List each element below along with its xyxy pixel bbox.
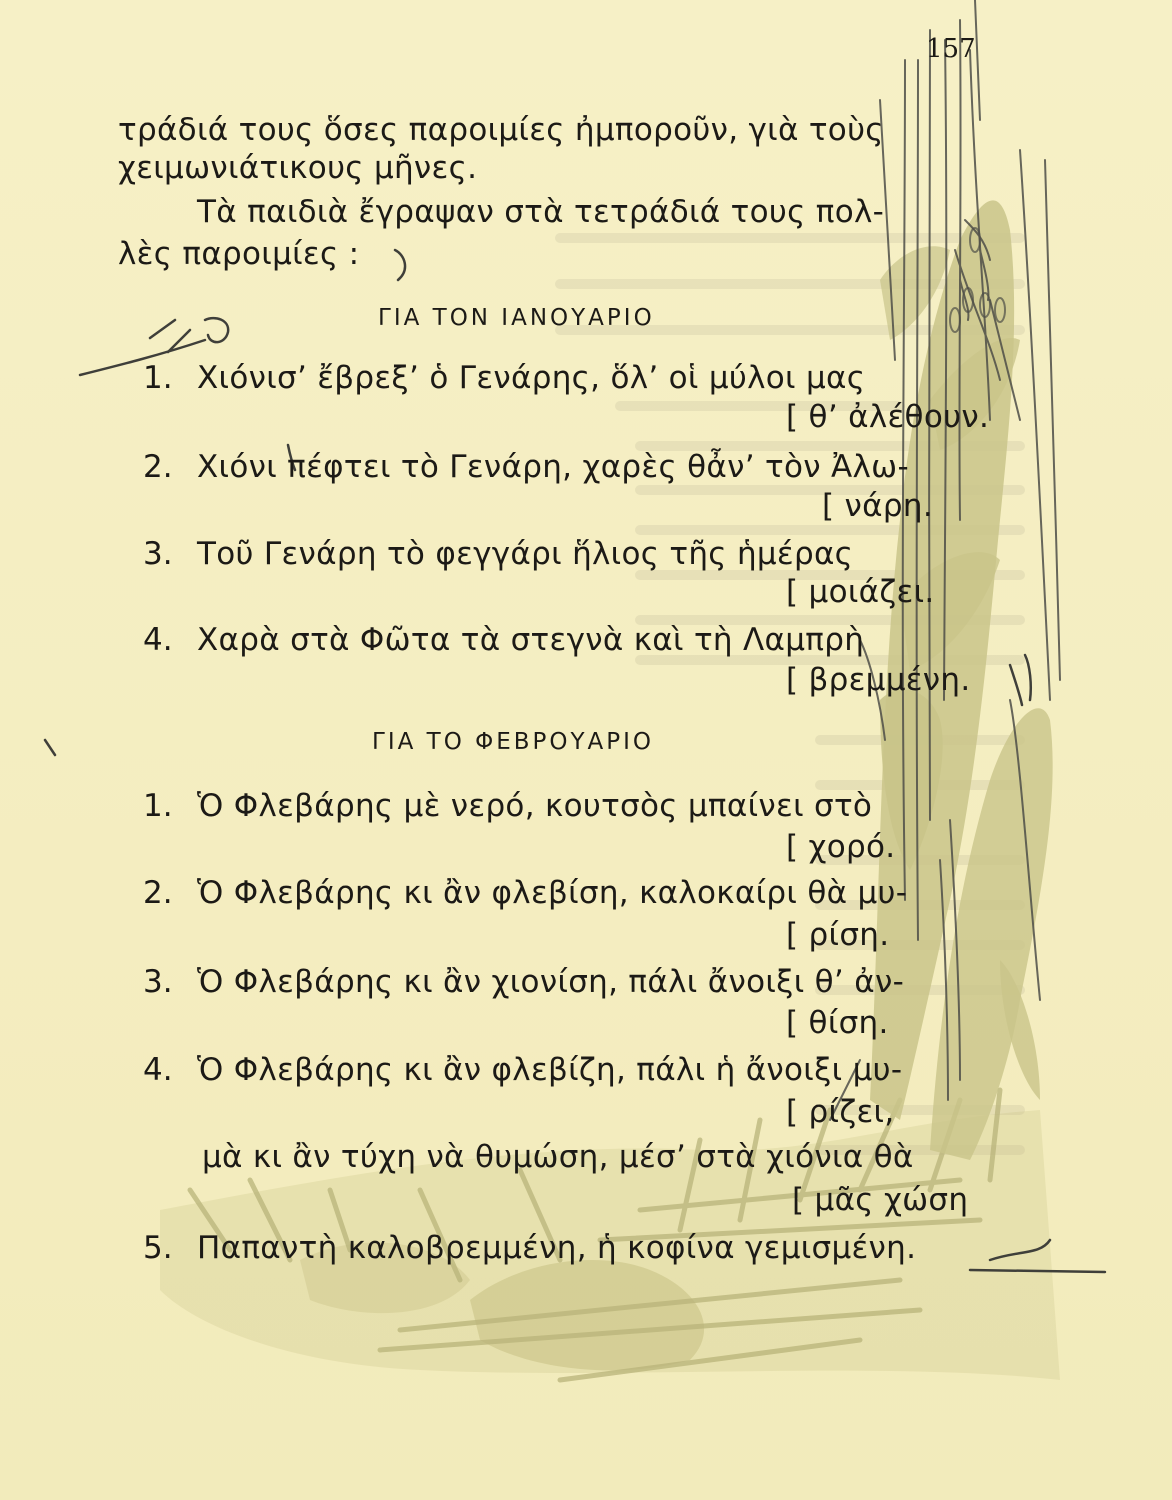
proverb-text: Χαρὰ στὰ Φῶτα τὰ στεγνὰ καὶ τὴ Λαμπρὴ xyxy=(197,622,865,658)
proverb-number: 5. xyxy=(143,1230,173,1266)
proverb-continuation: [ μᾶς χώση xyxy=(792,1182,969,1218)
proverb-text: Ὁ Φλεβάρης κι ἂν φλεβίση, καλοκαίρι θὰ μυ- xyxy=(197,875,908,911)
proverb-continuation: [ νάρη. xyxy=(822,488,933,524)
proverb-continuation: [ χορό. xyxy=(786,829,896,865)
proverb-text: Ὁ Φλεβάρης μὲ νερό, κουτσὸς μπαίνει στὸ xyxy=(197,788,873,824)
proverb-text: μὰ κι ἂν τύχη νὰ θυμώση, μέσ’ στὰ χιόνια θὰ xyxy=(202,1139,914,1175)
january-heading: ΓΙΑ ΤΟΝ ΙΑΝΟΥΑΡΙΟ xyxy=(378,305,655,331)
proverb-text: Τοῦ Γενάρη τὸ φεγγάρι ἥλιος τῆς ἡμέρας xyxy=(197,536,854,572)
proverb-number: 4. xyxy=(143,622,173,658)
proverb-number: 3. xyxy=(143,536,173,572)
proverb-text: Ὁ Φλεβάρης κι ἂν φλεβίζη, πάλι ἡ ἄνοιξι μυ- xyxy=(197,1052,903,1088)
proverb-number: 4. xyxy=(143,1052,173,1088)
intro-line-2: χειμωνιάτικους μῆνες. xyxy=(118,150,478,186)
proverb-text: Χιόνι πέφτει τὸ Γενάρη, χαρὲς θἆν’ τὸν Ἀλω- xyxy=(197,449,909,485)
proverb-number: 1. xyxy=(143,360,173,396)
proverb-continuation: [ μοιάζει. xyxy=(786,574,935,610)
february-heading: ΓΙΑ ΤΟ ΦΕΒΡΟΥΑΡΙΟ xyxy=(372,729,655,755)
proverb-text: Χιόνισ’ ἔβρεξ’ ὁ Γενάρης, ὅλ’ οἱ μύλοι μας xyxy=(197,360,866,396)
intro-line-4: λὲς παροιμίες : xyxy=(118,236,360,272)
proverb-continuation: [ θίση. xyxy=(786,1005,889,1041)
proverb-number: 1. xyxy=(143,788,173,824)
proverb-number: 2. xyxy=(143,449,173,485)
proverb-number: 2. xyxy=(143,875,173,911)
proverb-number: 3. xyxy=(143,964,173,1000)
proverb-text: Παπαντὴ καλοβρεμμένη, ἡ κοφίνα γεμισμένη. xyxy=(197,1230,917,1266)
proverb-continuation: [ βρεμμένη. xyxy=(786,662,971,698)
proverb-continuation: [ ρίζει, xyxy=(786,1094,895,1130)
proverb-continuation: [ ρίση. xyxy=(786,917,890,953)
intro-line-3: Τὰ παιδιὰ ἔγραψαν στὰ τετράδιά τους πολ- xyxy=(197,194,885,230)
intro-line-1: τράδιά τους ὅσες παροιμίες ἠμποροῦν, γιὰ τοὺς xyxy=(118,112,884,148)
page-number: 157 xyxy=(926,34,976,64)
proverb-text: Ὁ Φλεβάρης κι ἂν χιονίση, πάλι ἄνοιξι θ’ ἀν- xyxy=(197,964,905,1000)
proverb-continuation: [ θ’ ἀλέθουν. xyxy=(786,399,990,435)
